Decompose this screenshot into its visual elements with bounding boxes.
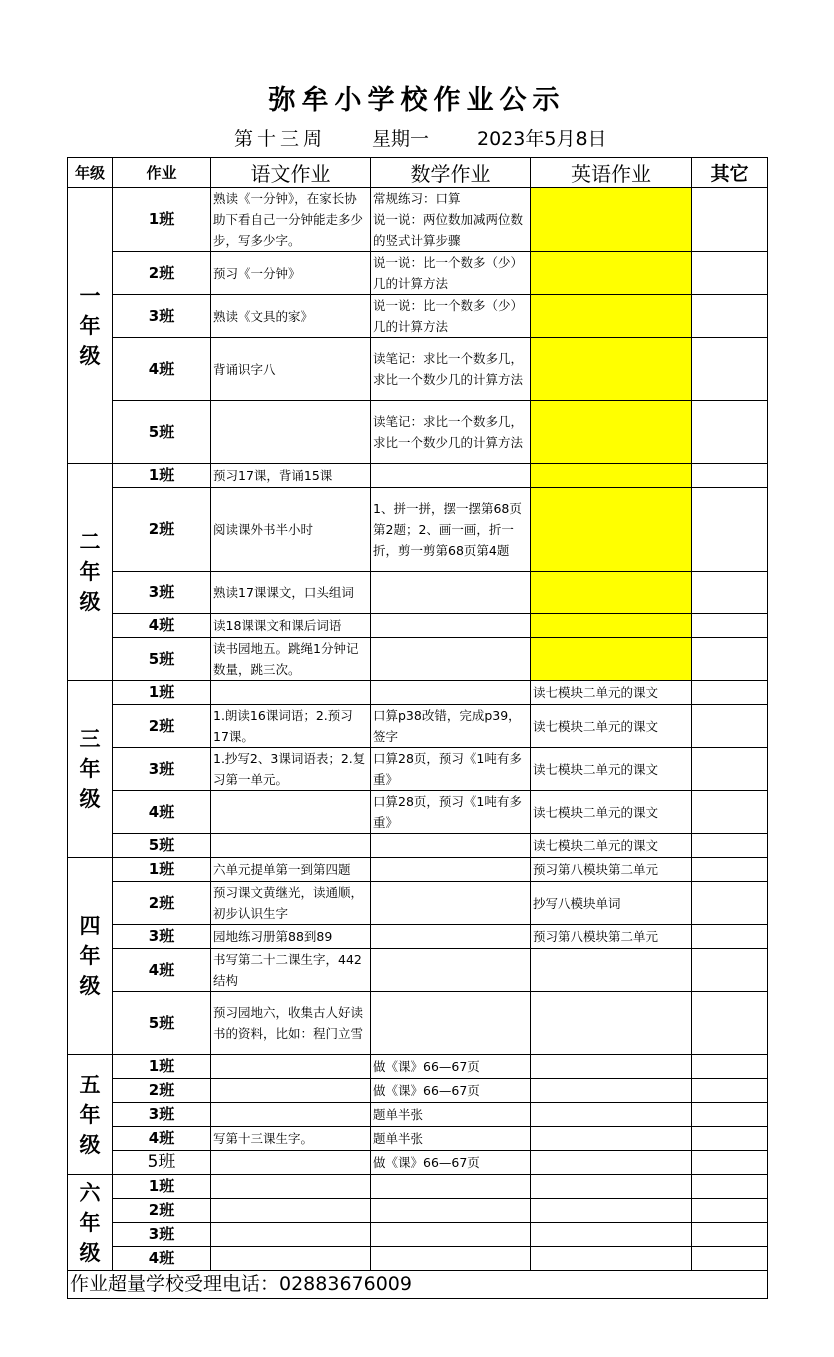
class-label: 5班 (113, 401, 211, 464)
math-homework-cell (371, 949, 531, 992)
math-homework-cell (371, 705, 531, 748)
english-homework-cell (531, 1175, 692, 1199)
other-homework-cell (692, 1175, 768, 1199)
chinese-homework-cell (211, 791, 371, 834)
english-homework-cell (531, 1055, 692, 1079)
chinese-homework-cell (211, 705, 371, 748)
chinese-homework-text: 熟读17课课文，口头组词 (213, 585, 354, 600)
chinese-homework-text: 1.朗读16课词语；2.预习17课。 (213, 708, 353, 744)
other-homework-cell (692, 464, 768, 488)
other-homework-cell (692, 1151, 768, 1175)
other-homework-cell (692, 1199, 768, 1223)
english-homework-cell (531, 949, 692, 992)
class-label: 4班 (113, 1127, 211, 1151)
table-row (68, 834, 768, 858)
other-homework-cell (692, 572, 768, 614)
english-homework-cell (531, 295, 692, 338)
other-homework-cell (692, 295, 768, 338)
table-row (68, 748, 768, 791)
english-homework-text: 读七模块二单元的课文 (533, 718, 659, 734)
math-homework-cell (371, 464, 531, 488)
other-homework-cell (692, 925, 768, 949)
english-homework-text: 读七模块二单元的课文 (533, 761, 659, 777)
other-homework-cell (692, 858, 768, 882)
math-homework-text: 1、拼一拼，摆一摆第68页第2题；2、画一画，折一折，剪一剪第68页第4题 (373, 501, 522, 558)
header-other: 其它 (692, 158, 768, 188)
chinese-homework-cell (211, 1247, 371, 1271)
chinese-homework-cell (211, 464, 371, 488)
class-label: 1班 (113, 858, 211, 882)
english-homework-cell (531, 338, 692, 401)
chinese-homework-cell (211, 1079, 371, 1103)
table-row (68, 949, 768, 992)
class-label: 4班 (113, 1247, 211, 1271)
grade-name: 四年级 (79, 914, 101, 998)
table-row (68, 1151, 768, 1175)
english-homework-cell (531, 1223, 692, 1247)
math-homework-cell (371, 748, 531, 791)
math-homework-cell (371, 1199, 531, 1223)
table-row (68, 572, 768, 614)
math-homework-cell (371, 1127, 531, 1151)
math-homework-cell (371, 1151, 531, 1175)
math-homework-cell (371, 882, 531, 925)
grade-label (68, 681, 113, 858)
class-label: 3班 (113, 1223, 211, 1247)
math-homework-cell (371, 1247, 531, 1271)
class-label: 3班 (113, 748, 211, 791)
grade-name: 五年级 (79, 1072, 101, 1157)
other-homework-cell (692, 638, 768, 681)
english-homework-text: 预习第八模块第二单元 (533, 862, 659, 877)
other-homework-cell (692, 1127, 768, 1151)
class-label: 4班 (113, 791, 211, 834)
english-homework-cell (531, 882, 692, 925)
chinese-homework-cell (211, 1175, 371, 1199)
class-label: 3班 (113, 572, 211, 614)
table-row (68, 401, 768, 464)
math-homework-text: 题单半张 (373, 1131, 424, 1146)
other-homework-cell (692, 834, 768, 858)
math-homework-cell (371, 638, 531, 681)
math-homework-text: 读笔记：求比一个数多几，求比一个数少几的计算方法 (373, 414, 524, 450)
math-homework-text: 常规练习：口算 说一说：两位数加减两位数的竖式计算步骤 (373, 191, 524, 248)
english-homework-cell (531, 572, 692, 614)
header-homework: 作业 (113, 158, 211, 188)
english-homework-cell (531, 188, 692, 252)
class-label: 1班 (113, 1055, 211, 1079)
chinese-homework-cell (211, 949, 371, 992)
other-homework-cell (692, 252, 768, 295)
grade-label (68, 188, 113, 464)
chinese-homework-cell (211, 614, 371, 638)
other-homework-cell (692, 791, 768, 834)
chinese-homework-cell (211, 1103, 371, 1127)
english-homework-text: 读七模块二单元的课文 (533, 838, 659, 853)
math-homework-text: 说一说：比一个数多（少）几的计算方法 (373, 255, 524, 291)
chinese-homework-cell (211, 252, 371, 295)
english-homework-text: 预习第八模块第二单元 (533, 929, 659, 944)
table-row (68, 295, 768, 338)
chinese-homework-cell (211, 882, 371, 925)
chinese-homework-cell (211, 338, 371, 401)
chinese-homework-text: 预习《一分钟》 (213, 265, 301, 281)
class-label: 4班 (113, 338, 211, 401)
chinese-homework-text: 熟读《文具的家》 (213, 308, 314, 324)
other-homework-cell (692, 488, 768, 572)
class-label: 5班 (113, 992, 211, 1055)
table-row (68, 858, 768, 882)
english-homework-cell (531, 614, 692, 638)
class-label: 2班 (113, 252, 211, 295)
english-homework-cell (531, 1127, 692, 1151)
class-label: 2班 (113, 1199, 211, 1223)
other-homework-cell (692, 338, 768, 401)
table-row (68, 488, 768, 572)
chinese-homework-cell (211, 638, 371, 681)
chinese-homework-cell (211, 1055, 371, 1079)
math-homework-cell (371, 614, 531, 638)
table-row (68, 464, 768, 488)
table-row (68, 1247, 768, 1271)
chinese-homework-text: 读18课课文和课后词语 (213, 618, 342, 633)
math-homework-text: 口算p38改错，完成p39，签字 (373, 708, 521, 744)
chinese-homework-cell (211, 858, 371, 882)
math-homework-cell (371, 338, 531, 401)
english-homework-cell (531, 858, 692, 882)
english-homework-cell (531, 834, 692, 858)
grade-label (68, 1055, 113, 1175)
math-homework-cell (371, 1055, 531, 1079)
english-homework-cell (531, 791, 692, 834)
other-homework-cell (692, 1247, 768, 1271)
chinese-homework-cell (211, 748, 371, 791)
class-label: 1班 (113, 681, 211, 705)
math-homework-text: 口算28页，预习《1吨有多重》 (373, 794, 522, 830)
class-label: 1班 (113, 188, 211, 252)
table-row (68, 1103, 768, 1127)
english-homework-cell (531, 488, 692, 572)
class-label: 1班 (113, 1175, 211, 1199)
grade-name: 六年级 (79, 1180, 101, 1265)
other-homework-cell (692, 949, 768, 992)
class-label: 2班 (113, 488, 211, 572)
english-homework-cell (531, 1151, 692, 1175)
math-homework-text: 做《课》66—67页 (373, 1083, 480, 1098)
math-homework-cell (371, 1079, 531, 1103)
table-row (68, 1079, 768, 1103)
math-homework-cell (371, 925, 531, 949)
math-homework-text: 题单半张 (373, 1107, 424, 1122)
chinese-homework-cell (211, 992, 371, 1055)
chinese-homework-cell (211, 834, 371, 858)
class-label: 3班 (113, 1103, 211, 1127)
chinese-homework-text: 背诵识字八 (213, 361, 276, 377)
chinese-homework-text: 预习17课，背诵15课 (213, 468, 333, 483)
math-homework-cell (371, 834, 531, 858)
english-homework-cell (531, 401, 692, 464)
math-homework-cell (371, 791, 531, 834)
class-label: 2班 (113, 1079, 211, 1103)
chinese-homework-cell (211, 681, 371, 705)
chinese-homework-cell (211, 1199, 371, 1223)
table-row (68, 1127, 768, 1151)
chinese-homework-text: 预习课文黄继光，读通顺，初步认识生字 (213, 885, 364, 921)
other-homework-cell (692, 1079, 768, 1103)
math-homework-cell (371, 188, 531, 252)
grade-name: 一年级 (79, 283, 101, 368)
other-homework-cell (692, 614, 768, 638)
math-homework-cell (371, 858, 531, 882)
math-homework-text: 做《课》66—67页 (373, 1155, 480, 1170)
header-english: 英语作业 (531, 158, 692, 188)
other-homework-cell (692, 992, 768, 1055)
chinese-homework-text: 写第十三课生字。 (213, 1131, 314, 1146)
grade-label (68, 858, 113, 1055)
chinese-homework-text: 熟读《一分钟》，在家长协助下看自己一分钟能走多少步，写多少字。 (213, 191, 364, 248)
other-homework-cell (692, 1103, 768, 1127)
chinese-homework-text: 1.抄写2、3课词语表；2.复习第一单元。 (213, 751, 366, 787)
table-row (68, 614, 768, 638)
chinese-homework-cell (211, 188, 371, 252)
other-homework-cell (692, 188, 768, 252)
other-homework-cell (692, 1223, 768, 1247)
weekday-label: 星期一 (372, 128, 430, 150)
chinese-homework-text: 阅读课外书半小时 (213, 522, 314, 537)
complaint-hotline: 作业超量学校受理电话：02883676009 (68, 1271, 768, 1299)
class-label: 1班 (113, 464, 211, 488)
chinese-homework-cell (211, 488, 371, 572)
math-homework-text: 做《课》66—67页 (373, 1059, 480, 1074)
other-homework-cell (692, 705, 768, 748)
math-homework-text: 读笔记：求比一个数多几，求比一个数少几的计算方法 (373, 351, 524, 387)
english-homework-text: 读七模块二单元的课文 (533, 685, 659, 700)
table-row (68, 925, 768, 949)
table-row (68, 1055, 768, 1079)
table-row (68, 252, 768, 295)
chinese-homework-cell (211, 572, 371, 614)
class-label: 4班 (113, 614, 211, 638)
other-homework-cell (692, 882, 768, 925)
english-homework-cell (531, 638, 692, 681)
table-row (68, 338, 768, 401)
other-homework-cell (692, 1055, 768, 1079)
math-homework-cell (371, 488, 531, 572)
chinese-homework-text: 读书园地五。跳绳1分钟记数量，跳三次。 (213, 641, 359, 677)
english-homework-cell (531, 1247, 692, 1271)
date-label: 2023年5月8日 (477, 128, 607, 150)
english-homework-cell (531, 1103, 692, 1127)
header-math: 数学作业 (371, 158, 531, 188)
page-title: 弥牟小学校作业公示 (268, 85, 566, 116)
header-grade: 年级 (68, 158, 113, 188)
english-homework-cell (531, 748, 692, 791)
chinese-homework-cell (211, 1223, 371, 1247)
table-row (68, 791, 768, 834)
grade-name: 三年级 (79, 727, 101, 811)
table-row (68, 1199, 768, 1223)
class-label: 2班 (113, 705, 211, 748)
footer-row (68, 1271, 768, 1299)
math-homework-cell (371, 401, 531, 464)
table-row (68, 188, 768, 252)
chinese-homework-cell (211, 401, 371, 464)
table-row (68, 1175, 768, 1199)
chinese-homework-text: 书写第二十二课生字，442结构 (213, 952, 362, 988)
homework-table (67, 157, 768, 1299)
math-homework-cell (371, 681, 531, 705)
table-row (68, 992, 768, 1055)
math-homework-text: 说一说：比一个数多（少）几的计算方法 (373, 298, 524, 334)
chinese-homework-cell (211, 295, 371, 338)
chinese-homework-text: 预习园地六，收集古人好读书的资料，比如：程门立雪 (213, 1005, 364, 1041)
table-row (68, 638, 768, 681)
chinese-homework-text: 六单元提单第一到第四题 (213, 862, 351, 877)
english-homework-cell (531, 1199, 692, 1223)
english-homework-cell (531, 992, 692, 1055)
class-label: 2班 (113, 882, 211, 925)
grade-name: 二年级 (79, 530, 101, 614)
week-label: 第十三周 (234, 128, 327, 150)
table-row (68, 882, 768, 925)
math-homework-cell (371, 992, 531, 1055)
chinese-homework-cell (211, 1151, 371, 1175)
header-chinese: 语文作业 (211, 158, 371, 188)
math-homework-cell (371, 1103, 531, 1127)
chinese-homework-text: 园地练习册第88到89 (213, 929, 333, 944)
chinese-homework-cell (211, 1127, 371, 1151)
english-homework-cell (531, 705, 692, 748)
class-label: 5班 (113, 1151, 211, 1175)
english-homework-cell (531, 925, 692, 949)
math-homework-cell (371, 572, 531, 614)
table-header-row (68, 158, 768, 188)
english-homework-cell (531, 252, 692, 295)
class-label: 3班 (113, 295, 211, 338)
class-label: 3班 (113, 925, 211, 949)
class-label: 5班 (113, 834, 211, 858)
class-label: 5班 (113, 638, 211, 681)
other-homework-cell (692, 401, 768, 464)
table-row (68, 681, 768, 705)
math-homework-cell (371, 1175, 531, 1199)
math-homework-cell (371, 295, 531, 338)
english-homework-cell (531, 464, 692, 488)
table-row (68, 1223, 768, 1247)
table-row (68, 705, 768, 748)
grade-label (68, 1175, 113, 1271)
english-homework-text: 读七模块二单元的课文 (533, 804, 659, 820)
other-homework-cell (692, 748, 768, 791)
other-homework-cell (692, 681, 768, 705)
math-homework-cell (371, 1223, 531, 1247)
math-homework-text: 口算28页，预习《1吨有多重》 (373, 751, 522, 787)
math-homework-cell (371, 252, 531, 295)
chinese-homework-cell (211, 925, 371, 949)
grade-label (68, 464, 113, 681)
english-homework-cell (531, 681, 692, 705)
class-label: 4班 (113, 949, 211, 992)
english-homework-cell (531, 1079, 692, 1103)
english-homework-text: 抄写八模块单词 (533, 895, 621, 911)
